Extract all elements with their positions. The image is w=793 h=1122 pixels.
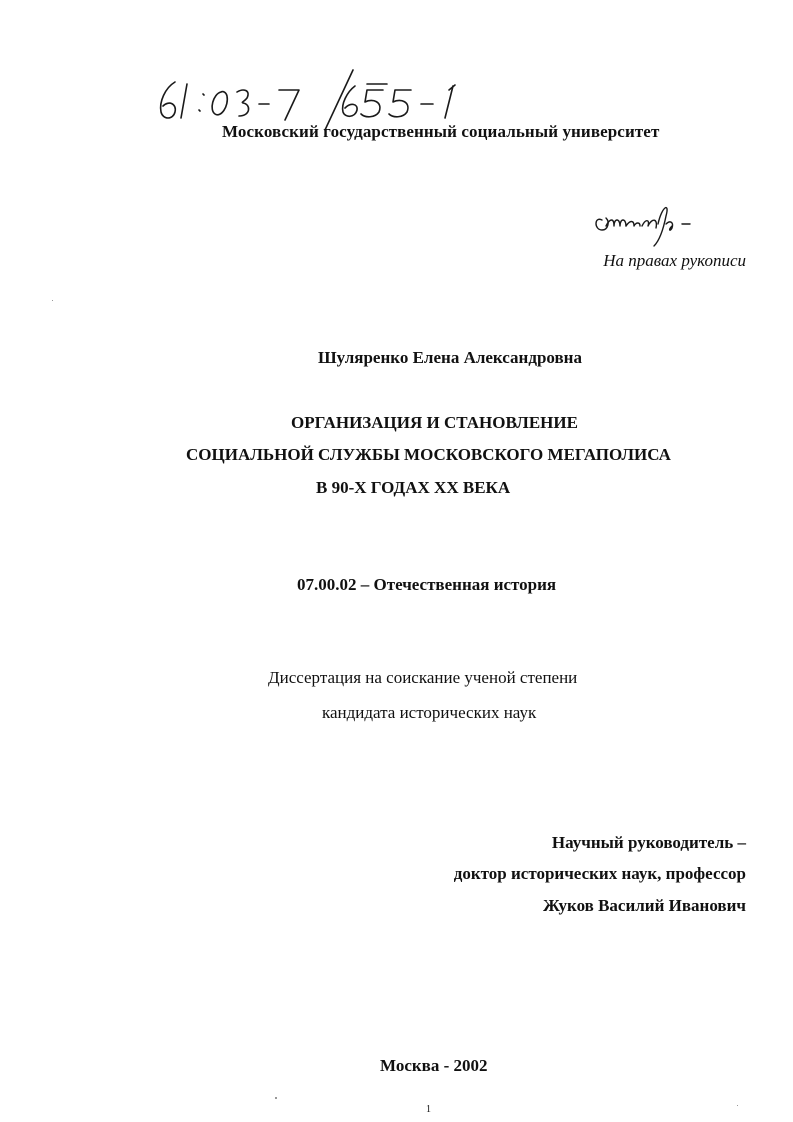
manuscript-note: На правах рукописи bbox=[603, 251, 746, 270]
author-name: Шуляренко Елена Александровна bbox=[318, 348, 582, 367]
university-name: Московский государственный социальный университет bbox=[222, 122, 660, 141]
supervisor-role: Научный руководитель – bbox=[551, 833, 746, 852]
supervisor-name: Жуков Василий Иванович bbox=[543, 896, 746, 915]
dissertation-title-line2: СОЦИАЛЬНОЙ СЛУЖБЫ МОСКОВСКОГО МЕГАПОЛИСА bbox=[186, 445, 671, 464]
city-year: Москва - 2002 bbox=[380, 1056, 488, 1075]
degree-statement-line2: кандидата исторических наук bbox=[322, 703, 537, 722]
signature-scribble bbox=[592, 196, 704, 250]
dissertation-title-line1: ОРГАНИЗАЦИЯ И СТАНОВЛЕНИЕ bbox=[291, 413, 578, 432]
degree-statement-line1: Диссертация на соискание ученой степени bbox=[268, 668, 578, 687]
scan-speck bbox=[737, 1105, 738, 1106]
page-number: 1 bbox=[426, 1104, 431, 1115]
specialty-code: 07.00.02 – Отечественная история bbox=[297, 575, 557, 594]
supervisor-degree: доктор исторических наук, профессор bbox=[453, 864, 746, 883]
dissertation-title-line3: В 90-Х ГОДАХ XX ВЕКА bbox=[316, 478, 511, 497]
scan-speck bbox=[52, 300, 53, 301]
scan-speck bbox=[275, 1097, 277, 1099]
